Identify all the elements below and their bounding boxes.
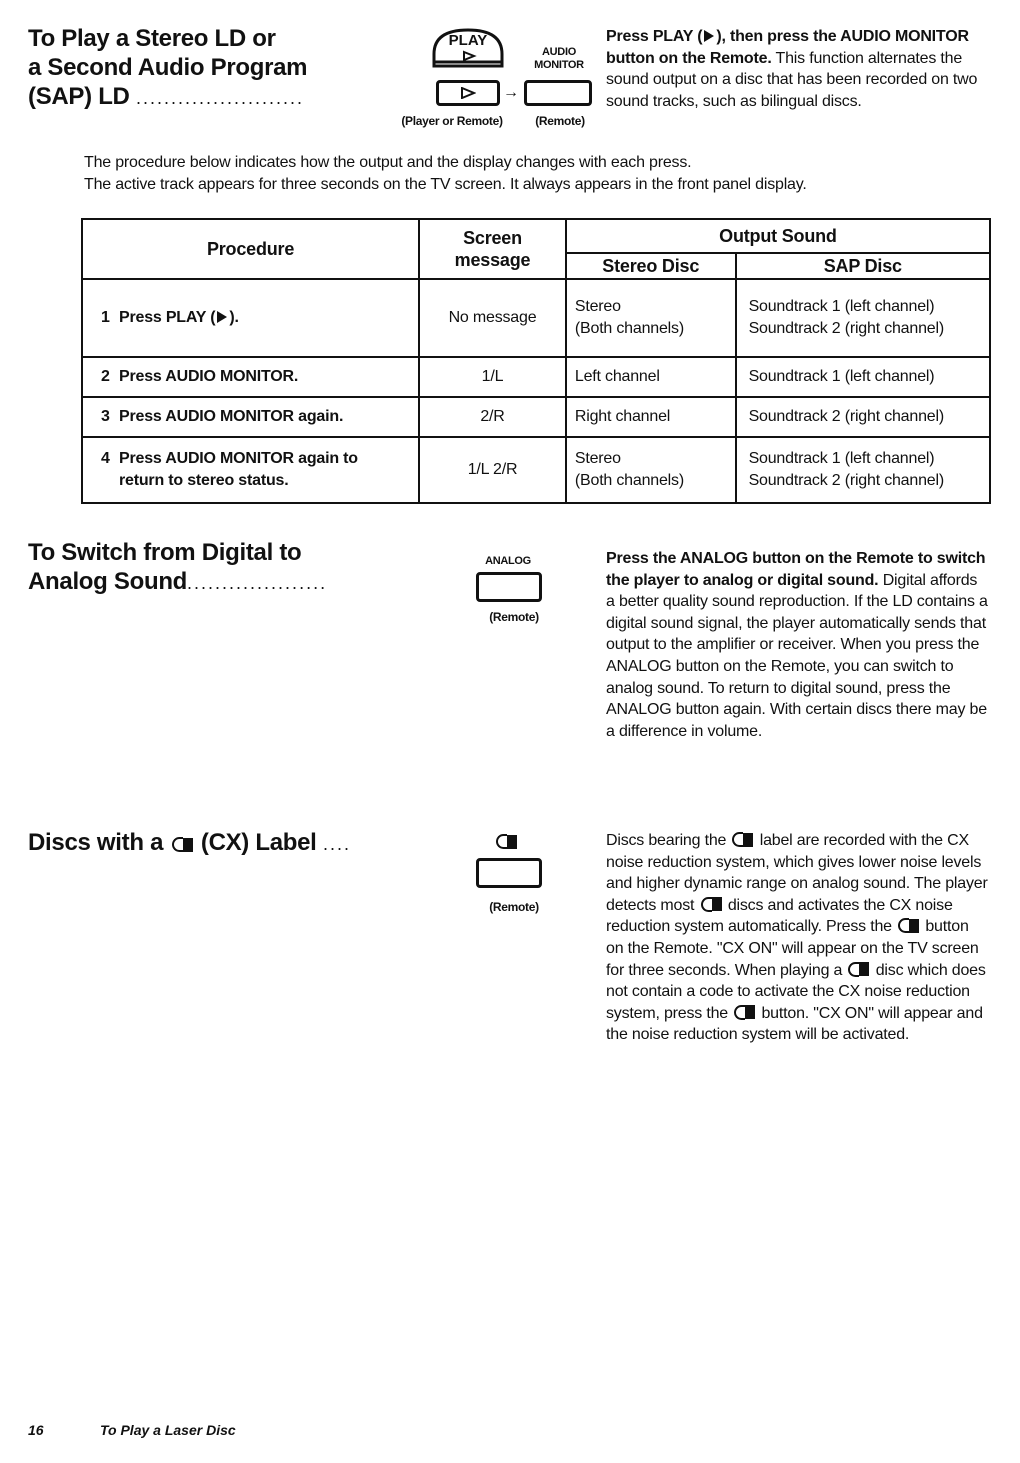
- stereo-cell-line-1: Stereo: [574, 450, 621, 467]
- procedure-intro-line-1: The procedure below indicates how the output and the display changes with each press.: [84, 154, 692, 171]
- running-title: To Play a Laser Disc: [100, 1422, 236, 1438]
- header-procedure: Procedure: [82, 219, 419, 279]
- table-row: [82, 437, 990, 503]
- stereo-cell-line-1: Stereo: [574, 298, 621, 315]
- cx-logo-icon: [734, 1005, 755, 1020]
- step-number: 1: [101, 309, 110, 326]
- procedure-intro: [84, 152, 984, 195]
- cx-title-start: Discs with a: [28, 829, 164, 856]
- sap-cell-line-2: Soundtrack 2 (right channel): [748, 472, 944, 489]
- instruction-text: This function alternates the sound output on a disc that has been recorded on two sound tracks, such as bilingual discs.: [606, 49, 978, 110]
- header-sap-disc: SAP Disc: [736, 253, 990, 279]
- leader-dots: ....................: [187, 573, 328, 593]
- stereo-cell: Left channel: [566, 357, 736, 397]
- instruction-bold-a: Press PLAY (: [606, 28, 703, 45]
- screen-message-cell: 2/R: [419, 397, 566, 437]
- analog-bold-text: Press the ANALOG button on the Remote to switch the player to analog or digital sound.: [606, 550, 986, 589]
- step-text-end: ).: [229, 309, 239, 326]
- stereo-cell: Right channel: [566, 397, 736, 437]
- stereo-instructions: [606, 26, 990, 112]
- table-row: [82, 357, 990, 397]
- cx-caption-remote: (Remote): [489, 900, 539, 914]
- instruction-bold-b: ), then press the AUDIO MONITOR button on the Remote.: [606, 28, 969, 67]
- table-row: [82, 397, 990, 437]
- stereo-cell-line-2: (Both channels): [574, 320, 684, 337]
- cx-text-3: discs and activates the CX noise reduction system automatically. Press the: [606, 896, 953, 936]
- header-screen-message: Screen message: [419, 219, 566, 279]
- stereo-title-line-2: a Second Audio Program: [28, 54, 308, 81]
- cx-text-1: Discs bearing the: [606, 832, 727, 849]
- cx-text-5: disc which does not contain a code to activate the CX noise reduction system, press the: [606, 961, 986, 1022]
- stereo-section-title: [28, 24, 307, 113]
- step-number: 4: [101, 450, 110, 467]
- screen-message-cell: 1/L: [419, 357, 566, 397]
- cx-logo-icon: [701, 897, 722, 912]
- cx-section-title: [28, 828, 351, 859]
- step-text: Press AUDIO MONITOR.: [119, 368, 299, 385]
- sap-cell: Soundtrack 1 (left channel): [736, 357, 990, 397]
- play-triangle-icon: [704, 30, 714, 42]
- analog-section-title: [28, 538, 327, 598]
- cx-text-4: button on the Remote. "CX ON" will appear on the TV screen for three seconds. When playing a: [606, 918, 979, 979]
- page-number: 16: [28, 1422, 44, 1438]
- sap-cell-line-1: Soundtrack 1 (left channel): [748, 298, 935, 315]
- screen-message-cell: 1/L 2/R: [419, 437, 566, 503]
- audio-monitor-label: AUDIO MONITOR: [534, 46, 584, 71]
- leader-dots: ........................: [135, 88, 304, 108]
- cx-title-end: (CX) Label: [200, 829, 317, 856]
- sap-cell-line-1: Soundtrack 1 (left channel): [748, 450, 935, 467]
- arrow-right-icon: →: [503, 84, 519, 101]
- cx-logo-icon: [172, 837, 193, 852]
- cx-logo-icon: [898, 918, 919, 933]
- cx-text-2: label are recorded with the CX noise reduction system, which gives lower noise levels and higher dynamic range on analog sound. The player detects most: [606, 832, 988, 914]
- procedure-table: [81, 218, 991, 504]
- step-text-line-2: return to stereo status.: [119, 472, 289, 489]
- player-play-key-icon: [436, 80, 500, 106]
- stereo-cell-line-2: (Both channels): [574, 472, 684, 489]
- step-text: Press AUDIO MONITOR again.: [119, 408, 344, 425]
- step-number: 2: [101, 368, 110, 385]
- analog-caption-remote: (Remote): [489, 610, 539, 624]
- step-text: Press AUDIO MONITOR again to: [119, 450, 358, 467]
- analog-description: [606, 548, 990, 742]
- sap-cell-line-2: Soundtrack 2 (right channel): [748, 320, 944, 337]
- analog-button-label: ANALOG: [485, 555, 531, 567]
- play-button-icon: [430, 26, 506, 70]
- screen-message-cell: No message: [419, 279, 566, 357]
- sap-cell: Soundtrack 2 (right channel): [736, 397, 990, 437]
- table-row: [82, 279, 990, 357]
- cx-button-logo-icon: [494, 834, 519, 852]
- header-output-sound: Output Sound: [566, 219, 990, 253]
- audio-monitor-key-icon: [524, 80, 592, 106]
- header-stereo-disc: Stereo Disc: [566, 253, 736, 279]
- caption-player-or-remote: (Player or Remote): [401, 114, 503, 128]
- play-triangle-icon: [217, 311, 227, 323]
- analog-text: Digital affords a better quality sound reproduction. If the LD contains a digital sound signal, the player automatically sends that output to the amplifier or receiver. When you press the ANALOG button on the Remote, you can switch to analog sound. To return to digital sound, press the ANALOG button again. With certain discs there may be a difference in volume.: [606, 571, 988, 740]
- play-button-label: PLAY: [448, 32, 488, 49]
- stereo-title-line-3: (SAP) LD: [28, 83, 130, 110]
- analog-key-icon: [476, 572, 542, 602]
- step-number: 3: [101, 408, 110, 425]
- stereo-title-line-1: To Play a Stereo LD or: [28, 25, 276, 52]
- leader-dots: ....: [322, 834, 351, 854]
- cx-logo-icon: [848, 962, 869, 977]
- cx-description: [606, 830, 990, 1046]
- cx-key-icon: [476, 858, 542, 888]
- cx-text-6: button. "CX ON" will appear and the noise reduction system will be activated.: [606, 1004, 983, 1044]
- analog-title-line-1: To Switch from Digital to: [28, 539, 302, 566]
- analog-title-line-2: Analog Sound: [28, 568, 188, 595]
- cx-logo-icon: [732, 832, 753, 847]
- procedure-intro-line-2: The active track appears for three seconds on the TV screen. It always appears in the front panel display.: [84, 175, 807, 193]
- step-text: Press PLAY (: [119, 309, 216, 326]
- caption-remote: (Remote): [535, 114, 585, 128]
- table-header-row: [82, 219, 990, 253]
